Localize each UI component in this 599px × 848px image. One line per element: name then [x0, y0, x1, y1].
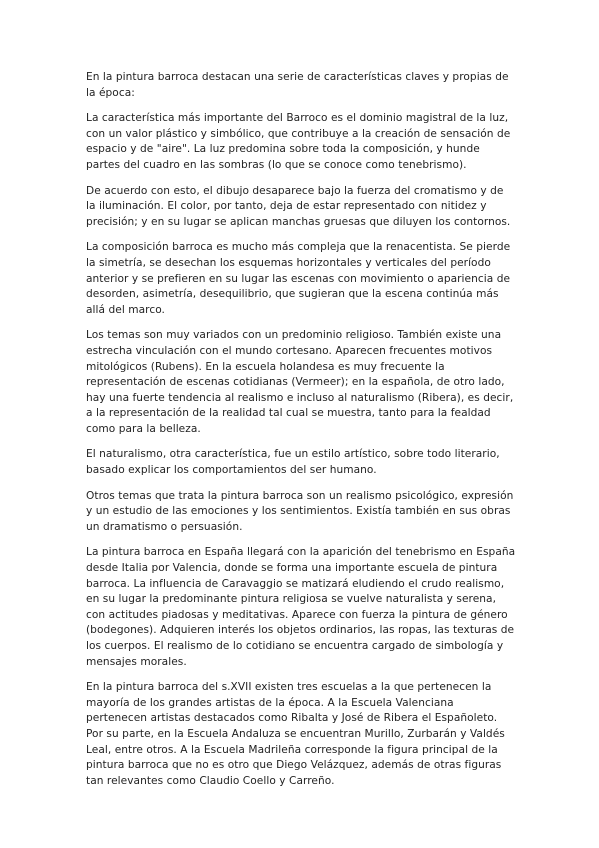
paragraph-naturalism: El naturalismo, otra característica, fue un estilo artístico, sobre todo literario, basado explicar los comportamientos del ser humano. [86, 448, 500, 477]
paragraph-schools: En la pintura barroca del s.XVII existen tres escuelas a la que pertenecen la mayoría de los grandes artistas de la época. A la Escuela Valenciana pertenecen artistas destacados como Ribalta y José de Ribera el Españoleto. Por su parte, en la Escuela Andaluza se encuentran Murillo, Zurbarán y Valdés Leal, entre otros. A la Escuela Madrileña corresponde la figura principal de la pintura barroca que no es otro que Diego Velázquez, además de otras figuras tan relevantes como Claudio Coello y Carreño. [86, 681, 505, 787]
paragraph-composition: La composición barroca es mucho más compleja que la renacentista. Se pierde la simetría, se desechan los esquemas horizontales y verticales del período anterior y se prefieren en su lugar las escenas con movimiento o apariencia de desorden, asimetría, desequilibrio, que sugieran que la escena continúa más allá del marco. [86, 241, 511, 316]
paragraph-spain: La pintura barroca en España llegará con la aparición del tenebrismo en España desde Italia por Valencia, donde se forma una importante escuela de pintura barroca. La influencia de Caravaggio se matizará eludiendo el crudo realismo, en su lugar la predominante pintura religiosa se vuelve naturalista y serena, con actitudes piadosas y meditativas. Aparece con fuerza la pintura de género (bodegones). Adquieren interés los objetos ordinarios, las ropas, las texturas de los cuerpos. El realismo de lo cotidiano se encuentra cargado de simbología y mensajes morales. [86, 546, 516, 668]
paragraph-themes: Los temas son muy variados con un predominio religioso. También existe una estrecha vinculación con el mundo cortesano. Aparecen frecuentes motivos mitológicos (Rubens). En la escuela holandesa es muy frecuente la representación de escenas cotidianas (Vermeer); en la española, de otro lado, hay una fuerte tendencia al realismo e incluso al naturalismo (Ribera), es decir, a la representación de la realidad tal cual se muestra, tanto para la fealdad como para la belleza. [86, 329, 514, 435]
paragraph-other-themes: Otros temas que trata la pintura barroca son un realismo psicológico, expresión y un estudio de las emociones y los sentimientos. Existía también en sus obras un dramatismo o persuasión. [86, 489, 514, 533]
paragraph-light: La característica más importante del Barroco es el dominio magistral de la luz, con un valor plástico y simbólico, que contribuye a la creación de sensación de espacio y de "aire". La luz predomina sobre toda la composición, y hunde partes del cuadro en las sombras (lo que se conoce como tenebrismo). [86, 112, 511, 171]
paragraph-intro: En la pintura barroca destacan una serie de características claves y propias de la época: [86, 71, 509, 99]
paragraph-color: De acuerdo con esto, el dibujo desaparece bajo la fuerza del cromatismo y de la iluminación. El color, por tanto, deja de estar representado con nitidez y precisión; y en su lugar se aplican manchas gruesas que diluyen los contornos. [86, 184, 511, 228]
document-body [86, 70, 516, 799]
